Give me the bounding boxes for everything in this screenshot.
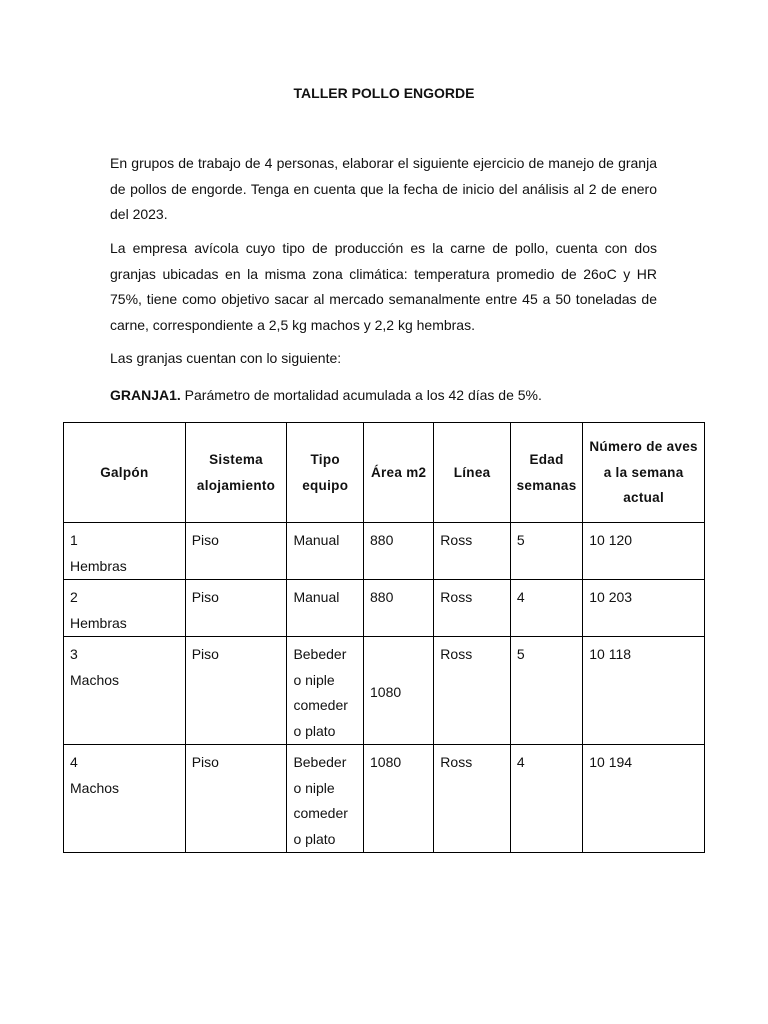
cell-equipo: Bebeder o niple comeder o plato [287,745,364,853]
galpones-table [63,422,705,853]
cell-galpon [64,745,186,853]
cell-linea: Ross [434,523,511,580]
header-edad: Edad semanas [510,423,582,523]
cell-galpon [64,580,186,637]
header-galpon: Galpón [64,423,186,523]
cell-linea: Ross [434,637,511,745]
cell-equipo: Manual [287,580,364,637]
granja-text: Parámetro de mortalidad acumulada a los 42 días de 5%. [180,387,542,403]
table-row [64,580,705,637]
cell-edad: 4 [510,745,582,853]
table-row [64,523,705,580]
cell-aves: 10 203 [583,580,705,637]
cell-sistema: Piso [185,745,287,853]
header-linea: Línea [434,423,511,523]
table-row [64,637,705,745]
cell-edad: 5 [510,637,582,745]
galpon-number: 4 [70,754,78,770]
cell-aves: 10 194 [583,745,705,853]
galpon-number: 3 [70,646,78,662]
cell-galpon [64,523,186,580]
cell-edad: 5 [510,523,582,580]
cell-area: 1080 [364,637,434,745]
document-title: TALLER POLLO ENGORDE [293,85,475,101]
cell-area: 880 [364,523,434,580]
header-sistema: Sistema alojamiento [185,423,287,523]
header-aves: Número de aves a la semana actual [583,423,705,523]
cell-equipo: Bebeder o niple comeder o plato [287,637,364,745]
cell-aves: 10 118 [583,637,705,745]
galpon-sex: Hembras [70,614,127,631]
farms-intro-paragraph: Las granjas cuentan con lo siguiente: [110,350,342,366]
table-row [64,745,705,853]
cell-area: 880 [364,580,434,637]
cell-galpon [64,637,186,745]
cell-area: 1080 [364,745,434,853]
header-equipo: Tipo equipo [287,423,364,523]
galpon-number: 2 [70,589,78,605]
intro-paragraph: En grupos de trabajo de 4 personas, elaborar el siguiente ejercicio de manejo de granja de pollos de engorde. Tenga en cuenta que la fecha de inicio del análisis al 2 de enero del 2023. [110,155,657,222]
galpon-number: 1 [70,532,78,548]
header-area: Área m2 [364,423,434,523]
cell-sistema: Piso [185,637,287,745]
cell-edad: 4 [510,580,582,637]
company-paragraph: La empresa avícola cuyo tipo de producción es la carne de pollo, cuenta con dos granjas ubicadas en la misma zona climática: temperatura promedio de 26oC y HR 75%, tiene como objetivo sacar al mercado semanalmente entre 45 a 50 toneladas de carne, correspondiente a 2,5 kg machos y 2,2 kg hembras. [110,240,657,333]
cell-aves: 10 120 [583,523,705,580]
granja-label: GRANJA1. [110,387,181,403]
cell-sistema: Piso [185,580,287,637]
galpon-sex: Machos [70,671,120,688]
cell-equipo: Manual [287,523,364,580]
cell-linea: Ross [434,745,511,853]
table-header-row [64,423,705,523]
cell-sistema: Piso [185,523,287,580]
cell-linea: Ross [434,580,511,637]
galpon-sex: Hembras [70,557,127,574]
galpon-sex: Machos [70,779,120,796]
granja-heading [110,383,657,409]
